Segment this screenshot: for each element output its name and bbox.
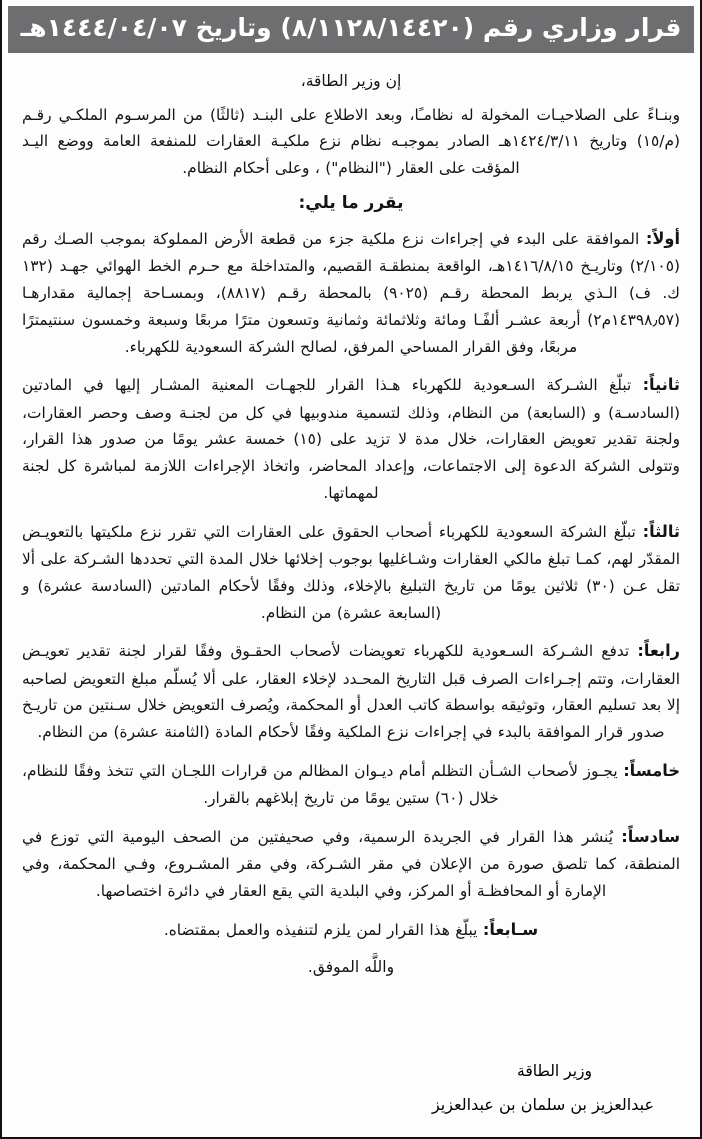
signature-block — [22, 1046, 680, 1133]
preamble-opening: إن وزير الطاقة، — [300, 71, 402, 90]
clause-ordinal: سـابعاً: — [482, 919, 539, 939]
preamble-paragraph: وبنـاءً على الصلاحيـات المخولة له نظامـًا، وبعد الاطلاع على البنـد (ثالثًا) من المرسـوم الملكـي رقـم (م/١٥) وتاريخ ١٤٢٤/٣/١١هـ الصادر بموجبـه نظام نزع ملكيـة العقارات للمنفعة العامة ووضع اليـد المؤقت على العقار ("النظام") ، وعلى أحكام النظام. — [22, 105, 680, 178]
clause-text: يُنشر هذا القرار في الجريدة الرسمية، وفي صحيفتين من الصحف اليومية التي توزع في المنطقة، كما تلصق صورة من الإعلان في مقر الشـركة، وفي مقر المشـروع، وفـي المحكمة، وفي الإمارة أو المحافظـة أو المركز، وفي البلدية التي يقع العقار في دائرة اختصاصها. — [22, 827, 680, 900]
signatory-role: وزير الطاقة — [517, 1061, 592, 1080]
signatory-name: عبدالعزيز بن سلمان بن عبدالعزيز — [431, 1095, 654, 1114]
clause-item — [22, 225, 680, 360]
clause-item — [22, 518, 680, 627]
clause-item — [22, 757, 680, 812]
bottom-spacer — [0, 1133, 702, 1139]
clause-ordinal: ثانياً: — [642, 375, 680, 395]
clause-item — [22, 916, 680, 944]
clause-text: تبلّغ الشـركة السـعودية للكهرباء هـذا القرار للجهـات المعنية المشـار إليها في المادتين (السادسـة) و (السابعة) من النظام، وذلك لتسمية مندوبيها في كل من لجنـة وصف وحصر العقارات، ولجنة تقدير تعويض العقارات، خلال مدة لا تزيد على (١٥) خمسة عشر يومًا من صدور هذا القرار، وتتولى الشركة الدعوة إلى الاجتماعات، وإعداد المحاضر، واتخاذ الإجراءات اللازمة لمباشرة كل لجنة لمهماتها. — [22, 376, 680, 502]
clause-ordinal: رابعاً: — [637, 641, 680, 661]
clause-item — [22, 371, 680, 506]
decides-label: يقرر ما يلي: — [298, 193, 404, 213]
clause-ordinal: خامساً: — [623, 760, 680, 780]
document-header-bar — [8, 6, 694, 53]
clause-item — [22, 823, 680, 905]
clause-ordinal: أولاً: — [645, 229, 680, 248]
clause-text: تدفع الشـركة السـعودية للكهرباء تعويضات لأصحاب الحقـوق وفقًا لقرار لجنة تقدير تعويـض العقارات، وتتم إجـراءات الصرف قبل التاريخ المحـدد لإخلاء العقار، على ألا يُسلّم مبلغ التعويض لصاحبه إلا بعد تسليم العقار، وتوثيقه بواسطة كاتب العدل أو المحكمة، ويُصرف التعويض خلال سـنتين من تاريـخ صدور قرار الموافقة بالبدء في إجراءات نزع الملكية وفقًا لأحكام المادة (الثامنة عشرة) من النظام. — [22, 642, 680, 742]
document-body — [0, 53, 702, 1044]
clause-ordinal: ثالثاً: — [642, 521, 680, 541]
clause-item — [22, 637, 680, 746]
clause-text: تبلّغ الشركة السعودية للكهرباء أصحاب الحقوق على العقارات التي تقرر نزع ملكيتها بالتعويـض المقدّر لهم، كمـا تبلغ مالكي العقارات وشـاغليها بوجوب إخلائها خلال المدة التي تحددها الشـركة على ألا تقل عـن (٣٠) ثلاثين يومًا من تاريخ التبليغ بالإخلاء، وذلك وفقًا لأحكام المادتين (السادسة عشرة) و (السابعة عشرة) من النظام. — [22, 522, 680, 622]
clause-text: يبلّغ هذا القرار لمن يلزم لتنفيذه والعمل بمقتضاه. — [163, 920, 478, 939]
clause-ordinal: سادساً: — [621, 826, 680, 846]
closing-invocation: واللَّه الموفق. — [307, 957, 395, 976]
page-title: قرار وزاري رقم (٨/١١٢٨/١٤٤٢٠) وتاريخ ١٤٤٤/٠٤/٠٧هـ — [20, 13, 682, 42]
clause-text: يجـوز لأصحاب الشـأن التظلم أمام ديـوان المظالم من قرارات اللجـان التي تتخذ وفقًا للنظام، خلال (٦٠) ستين يومًا من تاريخ إبلاغهم بالقرار. — [22, 761, 618, 808]
clause-text: الموافقة على البدء في إجراءات نزع ملكية جزء من قطعة الأرض المملوكة بموجب الصـك رقم (٢/١٠٥) وتاريـخ ١٤١٦/٨/١٥هـ، الواقعة بمنطقـة القصيم، والمتداخلة مع حـرم الخط الهوائي جهـد (١٣٢ ك. ف) الـذي يربط المحطة رقـم (٩٠٢٥) بالمحطة رقـم (٨٨١٧)، وبمسـاحة إجمالية مقدارهـا (١٤٣٩٨٫٥٧م٢) أربعة عشـر ألفًـا ومائة وثلاثمائة وثمانية وتسعون مترًا مربعًا وسبعة وخمسون سنتيمترًا مربعًا، وفق القرار المساحي المرفق، لصالح الشركة السعودية للكهرباء. — [22, 230, 680, 356]
